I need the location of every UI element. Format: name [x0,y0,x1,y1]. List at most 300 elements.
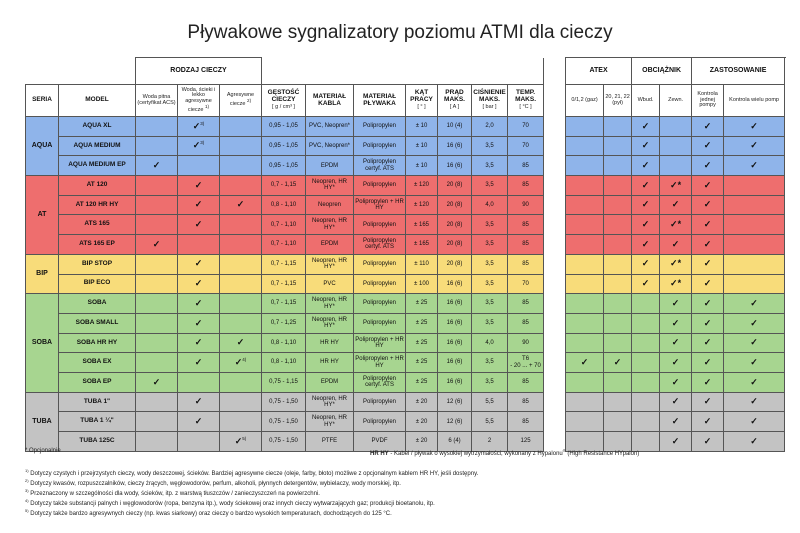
spacer-cell [544,294,566,314]
series-label: AT [26,176,59,255]
cell-woda-pitna [136,136,178,156]
cell-atex-pyl [604,274,632,294]
model-name: SOBA SMALL [59,313,136,333]
cell-agresywne [220,156,262,176]
model-name: AQUA MEDIUM EP [59,156,136,176]
cell-zast-1: ✓ [692,353,724,373]
cell-material-kabla: EPDM [306,235,354,255]
cell-agresywne: ✓$^{5)}$ [220,432,262,452]
model-name: AQUA MEDIUM [59,136,136,156]
header-woda-scieki: Woda, ścieki i lekko agresywne ciecze $^{1)}$ [178,85,220,117]
model-name: AQUA XL [59,117,136,137]
cell-material-kabla: Neopren, HR HY* [306,176,354,196]
cell-cisnienie: 3,5 [472,372,508,392]
cell-atex-gaz [566,235,604,255]
cell-zast-2: ✓ [724,136,785,156]
spacer-cell [544,274,566,294]
cell-kat: ± 25 [406,294,438,314]
model-name: BIP ECO [59,274,136,294]
cell-gestosc: 0,7 - 1,15 [262,274,306,294]
header-zast-1: Kontrola jednej pompy [692,85,724,117]
cell-material-plywaka: Polipropylen [354,412,406,432]
cell-kat: ± 20 [406,392,438,412]
cell-atex-gaz [566,117,604,137]
cell-zewn: ✓ [660,195,692,215]
model-name: SOBA EX [59,353,136,373]
cell-material-plywaka: Polipropylen [354,136,406,156]
header-atex-pyl: 20, 21, 22 (pył) [604,85,632,117]
model-name: SOBA EP [59,372,136,392]
series-label: BIP [26,254,59,293]
cell-woda-pitna: ✓ [136,156,178,176]
cell-material-kabla: EPDM [306,156,354,176]
table-row [26,412,785,432]
table-row [26,254,785,274]
cell-gestosc: 0,7 - 1,15 [262,294,306,314]
cell-kat: ± 20 [406,412,438,432]
cell-cisnienie: 3,5 [472,235,508,255]
cell-woda-pitna: ✓ [136,235,178,255]
cell-atex-pyl [604,294,632,314]
cell-zast-1: ✓ [692,176,724,196]
cell-material-kabla: PTFE [306,432,354,452]
cell-prad: 20 (8) [438,254,472,274]
cell-cisnienie: 5,5 [472,392,508,412]
series-label: AQUA [26,117,59,176]
cell-prad: 20 (8) [438,176,472,196]
cell-zast-2: ✓ [724,156,785,176]
cell-gestosc: 0,95 - 1,05 [262,136,306,156]
cell-prad: 16 (6) [438,313,472,333]
spacer-cell [544,333,566,353]
cell-temp: 85 [508,372,544,392]
cell-gestosc: 0,7 - 1,25 [262,313,306,333]
cell-material-plywaka: Polipropylen certyf. ATS [354,372,406,392]
cell-agresywne [220,372,262,392]
cell-atex-pyl [604,254,632,274]
model-name: ATS 165 EP [59,235,136,255]
cell-zast-2: ✓ [724,432,785,452]
cell-material-plywaka: PVDF [354,432,406,452]
cell-woda-pitna [136,195,178,215]
spacer-cell [544,156,566,176]
cell-woda-pitna [136,353,178,373]
cell-wbud: ✓ [632,156,660,176]
cell-prad: 20 (8) [438,235,472,255]
cell-temp: 70 [508,136,544,156]
cell-material-plywaka: Polipropylen [354,274,406,294]
cell-zewn: ✓* [660,176,692,196]
cell-zast-1: ✓ [692,313,724,333]
cell-woda-scieki: ✓ [178,176,220,196]
cell-zewn [660,156,692,176]
cell-wbud [632,313,660,333]
cell-zewn: ✓ [660,392,692,412]
cell-zast-1: ✓ [692,294,724,314]
cell-kat: ± 25 [406,372,438,392]
cell-wbud: ✓ [632,254,660,274]
cell-material-kabla: PVC [306,274,354,294]
cell-material-plywaka: Polipropylen + HR HY [354,195,406,215]
cell-material-plywaka: Polipropylen + HR HY [354,333,406,353]
cell-zast-1: ✓ [692,333,724,353]
cell-woda-scieki: ✓ [178,353,220,373]
cell-zast-1: ✓ [692,156,724,176]
cell-wbud: ✓ [632,117,660,137]
cell-temp: 85 [508,294,544,314]
group-atex: ATEX [566,58,632,85]
cell-material-plywaka: Polipropylen [354,392,406,412]
model-name: ATS 165 [59,215,136,235]
cell-material-plywaka: Polipropylen [354,176,406,196]
cell-prad: 16 (6) [438,333,472,353]
cell-woda-scieki: ✓ [178,215,220,235]
spacer-cell [544,215,566,235]
cell-agresywne [220,274,262,294]
cell-cisnienie: 3,5 [472,176,508,196]
cell-zewn: ✓ [660,353,692,373]
cell-kat: ± 165 [406,215,438,235]
cell-prad: 16 (6) [438,372,472,392]
header-cisnienie: CIŚNIENIE MAKS. [ bar ] [472,85,508,117]
table-row [26,392,785,412]
cell-wbud [632,372,660,392]
cell-material-plywaka: Polipropylen [354,294,406,314]
cell-wbud: ✓ [632,136,660,156]
spacer-cell [544,235,566,255]
cell-zewn: ✓ [660,235,692,255]
cell-gestosc: 0,95 - 1,05 [262,156,306,176]
cell-woda-pitna [136,392,178,412]
table-row [26,117,785,137]
cell-atex-gaz [566,313,604,333]
cell-woda-scieki [178,235,220,255]
cell-zast-2: ✓ [724,294,785,314]
model-name: AT 120 [59,176,136,196]
cell-material-kabla: Neopren, HR HY* [306,215,354,235]
cell-woda-scieki [178,156,220,176]
cell-atex-gaz [566,136,604,156]
cell-kat: ± 120 [406,195,438,215]
cell-gestosc: 0,95 - 1,05 [262,117,306,137]
cell-wbud [632,353,660,373]
spacer-cell [544,176,566,196]
cell-temp: 85 [508,215,544,235]
spacer-cell [544,313,566,333]
cell-kat: ± 110 [406,254,438,274]
cell-zewn: ✓* [660,254,692,274]
table-row [26,156,785,176]
cell-cisnienie: 3,5 [472,254,508,274]
cell-prad: 12 (6) [438,412,472,432]
cell-temp: 85 [508,235,544,255]
cell-zewn: ✓ [660,313,692,333]
footnote: $^{4)}$ Dotyczy także substancji palnych i węglowodorów (ropa, benzyna itp.), wody ściekowej oraz innych cieczy wytwarzających gaz; produkcji bioetanolu, itp. [25,498,435,507]
cell-prad: 16 (6) [438,274,472,294]
header-gestosc: GĘSTOŚĆ CIECZY [ g / cm³ ] [262,85,306,117]
cell-atex-pyl [604,313,632,333]
cell-woda-pitna [136,215,178,235]
table-row [26,294,785,314]
header-temp: TEMP. MAKS. [ °C ] [508,85,544,117]
cell-woda-pitna [136,274,178,294]
cell-zast-1: ✓ [692,117,724,137]
cell-wbud [632,294,660,314]
cell-zast-2: ✓ [724,392,785,412]
header-prad: PRĄD MAKS. [ A ] [438,85,472,117]
cell-atex-pyl [604,235,632,255]
cell-atex-pyl [604,215,632,235]
cell-woda-pitna [136,333,178,353]
legend-optional: * Opcjonalnie [25,448,61,454]
cell-zast-2: ✓ [724,372,785,392]
table-row [26,333,785,353]
cell-wbud: ✓ [632,235,660,255]
cell-woda-scieki: ✓ [178,274,220,294]
cell-zewn [660,117,692,137]
cell-wbud: ✓ [632,274,660,294]
cell-gestosc: 0,7 - 1,10 [262,235,306,255]
cell-woda-scieki: ✓ [178,195,220,215]
cell-woda-scieki: ✓ [178,333,220,353]
cell-prad: 6 (4) [438,432,472,452]
cell-material-kabla: Neopren, HR HY* [306,412,354,432]
cell-woda-scieki: ✓ [178,294,220,314]
cell-material-kabla: EPDM [306,372,354,392]
cell-temp: T6 - 20 ... + 70 [508,353,544,373]
cell-wbud [632,412,660,432]
cell-agresywne: ✓ [220,195,262,215]
header-model: MODEL [59,85,136,117]
cell-temp: 85 [508,313,544,333]
table-row [26,176,785,196]
table-row [26,372,785,392]
cell-kat: ± 25 [406,333,438,353]
cell-atex-pyl [604,372,632,392]
cell-woda-scieki: ✓ [178,254,220,274]
cell-prad: 16 (6) [438,353,472,373]
cell-zast-1: ✓ [692,235,724,255]
cell-temp: 85 [508,176,544,196]
cell-woda-scieki: ✓ [178,313,220,333]
cell-temp: 85 [508,156,544,176]
model-name: TUBA 1 ¼" [59,412,136,432]
cell-cisnienie: 2,0 [472,117,508,137]
spacer-cell [544,117,566,137]
cell-zast-2 [724,176,785,196]
spacer-cell [544,195,566,215]
cell-woda-scieki: ✓$^{3)}$ [178,117,220,137]
cell-woda-scieki [178,432,220,452]
cell-gestosc: 0,7 - 1,15 [262,254,306,274]
cell-zast-1: ✓ [692,195,724,215]
cell-material-kabla: PVC, Neopren* [306,117,354,137]
cell-gestosc: 0,75 - 1,50 [262,392,306,412]
header-atex-gaz: 0/1,2 (gaz) [566,85,604,117]
cell-zast-2 [724,235,785,255]
header-agresywne: Agresywne ciecze $^{2)}$ [220,85,262,117]
cell-material-kabla: Neopren, HR HY* [306,392,354,412]
cell-agresywne [220,412,262,432]
cell-wbud [632,333,660,353]
legend-hr-hy: HR HY - Kabel / pływak o wysokiej wytrzymałości, wykonany z Hypalonu® (High Resistance HYpalon) [370,448,640,457]
model-name: TUBA 125C [59,432,136,452]
cell-material-kabla: HR HY [306,333,354,353]
cell-zast-2: ✓ [724,333,785,353]
model-name: AT 120 HR HY [59,195,136,215]
cell-cisnienie: 5,5 [472,412,508,432]
cell-woda-pitna: ✓ [136,372,178,392]
cell-agresywne [220,294,262,314]
table-row [26,215,785,235]
cell-woda-pitna [136,432,178,452]
spacer-cell [544,372,566,392]
cell-agresywne [220,313,262,333]
cell-kat: ± 25 [406,313,438,333]
cell-material-kabla: Neopren, HR HY* [306,254,354,274]
cell-agresywne: ✓$^{4)}$ [220,353,262,373]
cell-woda-pitna [136,176,178,196]
cell-prad: 16 (6) [438,156,472,176]
page-title: Pływakowe sygnalizatory poziomu ATMI dla cieczy [187,22,613,43]
spacer-cell [544,412,566,432]
header-zast-2: Kontrola wielu pomp [724,85,785,117]
model-name: SOBA HR HY [59,333,136,353]
cell-atex-pyl [604,117,632,137]
cell-cisnienie: 3,5 [472,156,508,176]
spacer-cell [544,136,566,156]
cell-zewn: ✓* [660,215,692,235]
cell-material-plywaka: Polipropylen certyf. ATS [354,156,406,176]
cell-zewn: ✓ [660,432,692,452]
header-material-plywaka: MATERIAŁ PŁYWAKA [354,85,406,117]
cell-wbud: ✓ [632,176,660,196]
cell-atex-gaz [566,215,604,235]
cell-atex-gaz: ✓ [566,353,604,373]
cell-zewn: ✓ [660,333,692,353]
cell-woda-pitna [136,117,178,137]
cell-cisnienie: 3,5 [472,313,508,333]
cell-wbud [632,392,660,412]
cell-atex-gaz [566,294,604,314]
cell-agresywne [220,254,262,274]
cell-woda-pitna [136,294,178,314]
series-label: SOBA [26,294,59,392]
cell-prad: 20 (8) [438,195,472,215]
cell-zast-2 [724,215,785,235]
cell-cisnienie: 4,0 [472,195,508,215]
cell-atex-pyl [604,333,632,353]
cell-kat: ± 10 [406,136,438,156]
cell-atex-pyl [604,412,632,432]
cell-material-plywaka: Polipropylen [354,117,406,137]
footnote: $^{3)}$ Przeznaczony w szczególności dla wody, ścieków, itp. z warstwą tłuszczów / zanieczyszczeń na powierzchni. [25,488,320,497]
cell-zast-2 [724,254,785,274]
cell-kat: ± 25 [406,353,438,373]
cell-cisnienie: 3,5 [472,215,508,235]
cell-kat: ± 100 [406,274,438,294]
series-label: TUBA [26,392,59,451]
cell-zast-1: ✓ [692,372,724,392]
group-zastosowanie: ZASTOSOWANIE [692,58,785,85]
header-seria: SERIA [26,85,59,117]
cell-cisnienie: 3,5 [472,274,508,294]
table-row [26,353,785,373]
cell-zast-2: ✓ [724,353,785,373]
cell-kat: ± 120 [406,176,438,196]
cell-material-kabla: PVC, Neopren* [306,136,354,156]
cell-atex-pyl [604,136,632,156]
cell-atex-pyl [604,392,632,412]
cell-atex-pyl [604,195,632,215]
cell-kat: ± 10 [406,156,438,176]
cell-zast-2: ✓ [724,117,785,137]
cell-zast-1: ✓ [692,215,724,235]
table-row [26,235,785,255]
cell-atex-gaz [566,392,604,412]
cell-atex-gaz [566,195,604,215]
cell-cisnienie: 3,5 [472,353,508,373]
cell-woda-scieki: ✓$^{3)}$ [178,136,220,156]
cell-zast-1: ✓ [692,136,724,156]
cell-agresywne: ✓ [220,333,262,353]
cell-atex-gaz [566,372,604,392]
cell-material-kabla: Neopren [306,195,354,215]
spacer-cell [544,254,566,274]
footnote: $^{1)}$ Dotyczy czystych i przejrzystych cieczy, wody deszczowej, ścieków. Bardziej agresywne ciecze (oleje, farby, błoto) możliwe z opcjonalnym kablem HR HY, jeśli dostępny. [25,468,479,477]
cell-temp: 90 [508,195,544,215]
cell-zast-1: ✓ [692,254,724,274]
cell-cisnienie: 3,5 [472,136,508,156]
cell-atex-gaz [566,176,604,196]
cell-agresywne [220,392,262,412]
model-name: SOBA [59,294,136,314]
cell-woda-scieki: ✓ [178,412,220,432]
cell-zast-1: ✓ [692,392,724,412]
cell-woda-scieki [178,372,220,392]
cell-gestosc: 0,8 - 1,10 [262,333,306,353]
cell-agresywne [220,117,262,137]
cell-zewn: ✓ [660,294,692,314]
cell-gestosc: 0,75 - 1,50 [262,412,306,432]
cell-zast-2: ✓ [724,412,785,432]
cell-woda-pitna [136,412,178,432]
group-obciaznik: OBCIĄŻNIK [632,58,692,85]
cell-material-plywaka: Polipropylen [354,215,406,235]
cell-gestosc: 0,7 - 1,10 [262,215,306,235]
cell-material-kabla: Neopren, HR HY* [306,313,354,333]
cell-temp: 125 [508,432,544,452]
cell-prad: 12 (6) [438,392,472,412]
cell-wbud: ✓ [632,215,660,235]
cell-material-plywaka: Polipropylen [354,254,406,274]
cell-temp: 85 [508,412,544,432]
cell-atex-pyl [604,156,632,176]
cell-zewn [660,136,692,156]
cell-material-kabla: Neopren, HR HY* [306,294,354,314]
cell-atex-pyl [604,176,632,196]
spacer-cell [544,392,566,412]
cell-cisnienie: 3,5 [472,294,508,314]
table-row [26,274,785,294]
cell-zewn: ✓ [660,412,692,432]
cell-gestosc: 0,75 - 1,50 [262,432,306,452]
header-zewn: Zewn. [660,85,692,117]
cell-cisnienie: 2 [472,432,508,452]
cell-zast-2 [724,274,785,294]
footnote: $^{5)}$ Dotyczy także bardzo agresywnych cieczy (np. kwas siarkowy) oraz cieczy o bardzo wysokich temperaturach, dochodzących do 125 °C. [25,508,392,517]
cell-temp: 70 [508,274,544,294]
